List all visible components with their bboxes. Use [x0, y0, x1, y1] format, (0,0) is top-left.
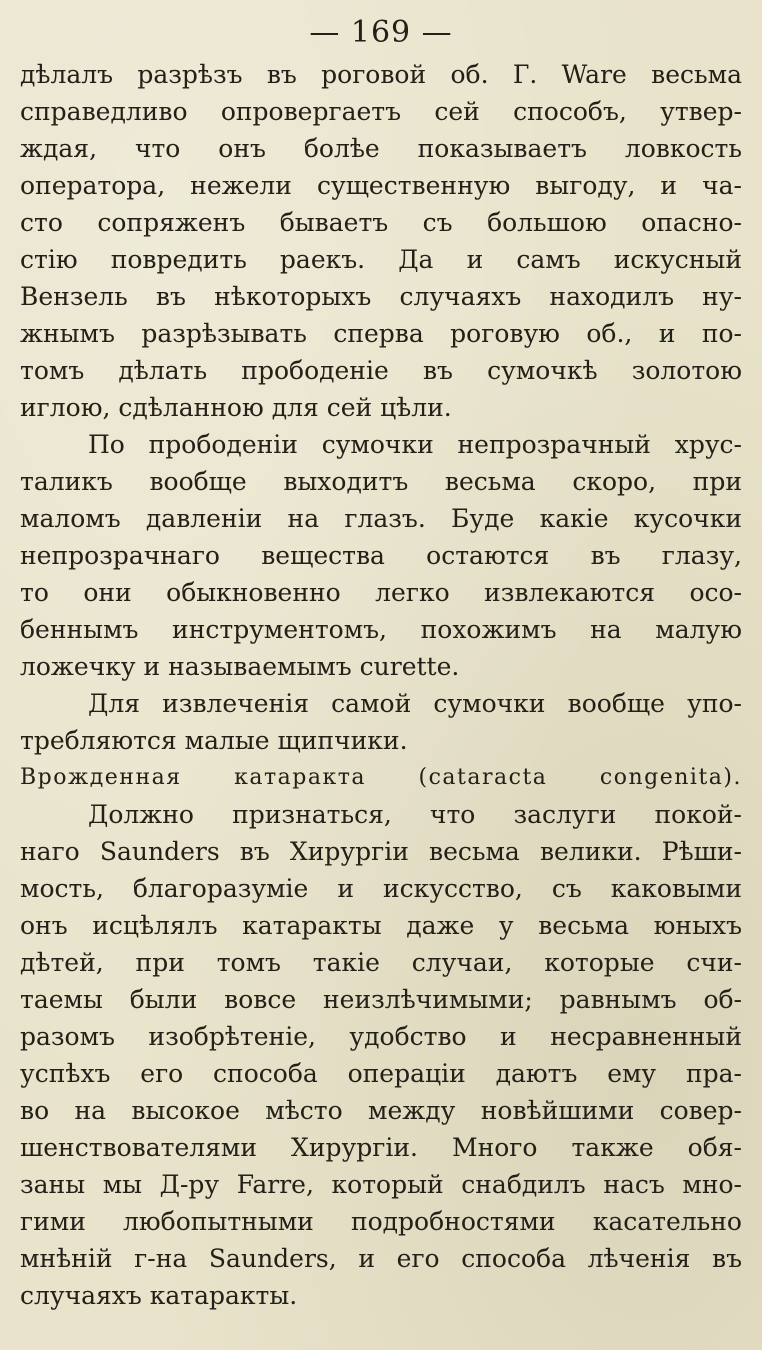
text-line: Должно признаться, что заслуги покой- — [88, 800, 742, 829]
text-line: мость, благоразуміе и искусство, съ каковыми — [20, 874, 742, 903]
text-line: По прободеніи сумочки непрозрачный хрус- — [88, 430, 742, 459]
text-line: ждая, что онъ болѣе показываетъ ловкость — [20, 134, 742, 163]
text-line: справедливо опровергаетъ сей способъ, утвер- — [20, 97, 742, 126]
text-line: иглою, сдѣланною для сей цѣли. — [20, 393, 452, 422]
text-line: жнымъ разрѣзывать сперва роговую об., и по- — [20, 319, 742, 348]
page-number: — 169 — — [309, 15, 453, 50]
text-line: стію повредить раекъ. Да и самъ искусный — [20, 245, 742, 274]
text-line: дѣлалъ разрѣзъ въ роговой об. Г. Ware весьма — [20, 60, 742, 89]
text-line: сто сопряженъ бываетъ съ большою опасно- — [20, 208, 742, 237]
text-line: разомъ изобрѣтеніе, удобство и несравненный — [20, 1022, 742, 1051]
text-line: требляются малые щипчики. — [20, 726, 408, 755]
text-line: Вензель въ нѣкоторыхъ случаяхъ находилъ ну- — [20, 282, 742, 311]
text-line: таемы были вовсе неизлѣчимыми; равнымъ об- — [20, 985, 742, 1014]
text-line: дѣтей, при томъ такіе случаи, которые счи- — [20, 948, 742, 977]
text-line: непрозрачнаго вещества остаются въ глазу, — [20, 541, 742, 570]
text-line: заны мы Д-ру Farre, который снабдилъ насъ мно- — [20, 1170, 742, 1199]
text-line: то они обыкновенно легко извлекаются осо- — [20, 578, 742, 607]
text-line: беннымъ инструментомъ, похожимъ на малую — [20, 615, 742, 644]
text-line: гими любопытными подробностями касательно — [20, 1207, 742, 1236]
text-line: успѣхъ его способа операціи даютъ ему пра- — [20, 1059, 742, 1088]
text-line: томъ дѣлать прободеніе въ сумочкѣ золотою — [20, 356, 742, 385]
text-line: во на высокое мѣсто между новѣйшими совер- — [20, 1096, 742, 1125]
text-line: маломъ давленіи на глазъ. Буде какіе кусочки — [20, 504, 742, 533]
text-line: онъ исцѣлялъ катаракты даже у весьма юныхъ — [20, 911, 742, 940]
text-line: таликъ вообще выходитъ весьма скоро, при — [20, 467, 742, 496]
section-heading: Врожденная катаракта (cataracta congenita). — [20, 765, 742, 790]
text-line: оператора, нежели существенную выгоду, и ча- — [20, 171, 742, 200]
text-line: мнѣній г-на Saunders, и его способа лѣченія въ — [20, 1244, 742, 1273]
text-line: Для извлеченія самой сумочки вообще упо- — [88, 689, 742, 718]
text-line: случаяхъ катаракты. — [20, 1281, 298, 1310]
text-line: наго Saunders въ Хирургіи весьма велики. Рѣши- — [20, 837, 742, 866]
text-line: ложечку и называемымъ curette. — [20, 652, 460, 681]
text-body — [20, 56, 742, 1314]
text-line: шенствователями Хирургіи. Много также обя- — [20, 1133, 742, 1162]
